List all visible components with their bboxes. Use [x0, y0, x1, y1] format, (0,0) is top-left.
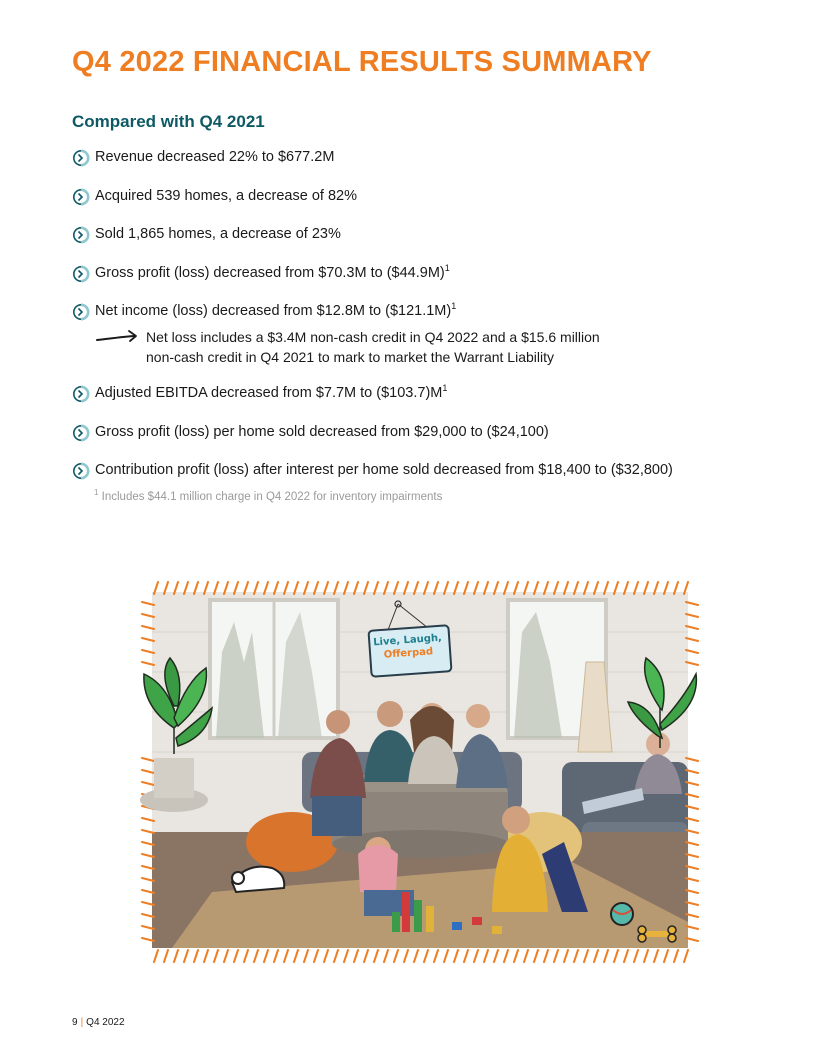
- bullet-text: Contribution profit (loss) after interest per home sold decreased from $18,400 to ($32,800): [95, 462, 673, 478]
- footnote-number: 1: [94, 488, 99, 498]
- bullet-text: Net income (loss) decreased from $12.8M to ($121.1M): [95, 303, 452, 319]
- sign-line: Offerpad: [383, 646, 434, 661]
- footnote-ref: 1: [444, 262, 450, 273]
- bullet-text: Adjusted EBITDA decreased from $7.7M to ($103.7)M: [95, 385, 443, 401]
- circle-arrow-icon: [72, 188, 90, 206]
- circle-arrow-icon: [72, 226, 90, 244]
- sub-note: [96, 327, 600, 367]
- plant-doodle-right: [628, 658, 696, 748]
- note-line: non-cash credit in Q4 2021 to mark to market the Warrant Liability: [146, 349, 554, 365]
- sign-line: Live, Laugh,: [372, 632, 443, 649]
- list-item: [72, 264, 772, 303]
- bullet-text: Gross profit (loss) decreased from $70.3M to ($44.9M): [95, 264, 445, 281]
- bullet-text: Sold 1,865 homes, a decrease of 23%: [95, 226, 341, 242]
- results-list: [72, 148, 772, 500]
- list-item: [72, 423, 772, 462]
- footnote-ref: 1: [451, 301, 457, 312]
- circle-arrow-icon: [72, 424, 90, 442]
- list-item: [72, 225, 772, 264]
- page-title: Q4 2022 FINANCIAL RESULTS SUMMARY: [72, 46, 652, 78]
- list-item: [72, 148, 772, 187]
- circle-arrow-icon: [72, 462, 90, 480]
- circle-arrow-icon: [72, 385, 90, 403]
- list-item: [72, 302, 772, 384]
- family-photo-frame: [140, 578, 700, 964]
- plant-doodle-left: [140, 658, 212, 812]
- footer-label: Q4 2022: [86, 1017, 125, 1028]
- list-item: [72, 187, 772, 226]
- page-number: 9: [72, 1017, 78, 1028]
- bullet-text: Revenue decreased 22% to $677.2M: [95, 149, 335, 165]
- footnote: [94, 488, 443, 503]
- circle-arrow-icon: [72, 149, 90, 167]
- circle-arrow-icon: [72, 303, 90, 321]
- hand-drawn-arrow-icon: [96, 328, 142, 346]
- list-item: [72, 384, 772, 423]
- bullet-text: Acquired 539 homes, a decrease of 82%: [95, 187, 357, 204]
- note-line: Net loss includes a $3.4M non-cash credit in Q4 2022 and a $15.6 million: [146, 329, 600, 345]
- footnote-text: Includes $44.1 million charge in Q4 2022 for inventory impairments: [101, 491, 443, 503]
- circle-arrow-icon: [72, 265, 90, 283]
- footnote-ref: 1: [442, 383, 448, 394]
- footer-separator: |: [80, 1017, 84, 1028]
- section-subtitle: Compared with Q4 2021: [72, 112, 265, 131]
- doodle-border: [140, 578, 700, 964]
- bullet-text: Gross profit (loss) per home sold decreased from $29,000 to ($24,100): [95, 423, 549, 440]
- page-footer: [72, 1017, 125, 1028]
